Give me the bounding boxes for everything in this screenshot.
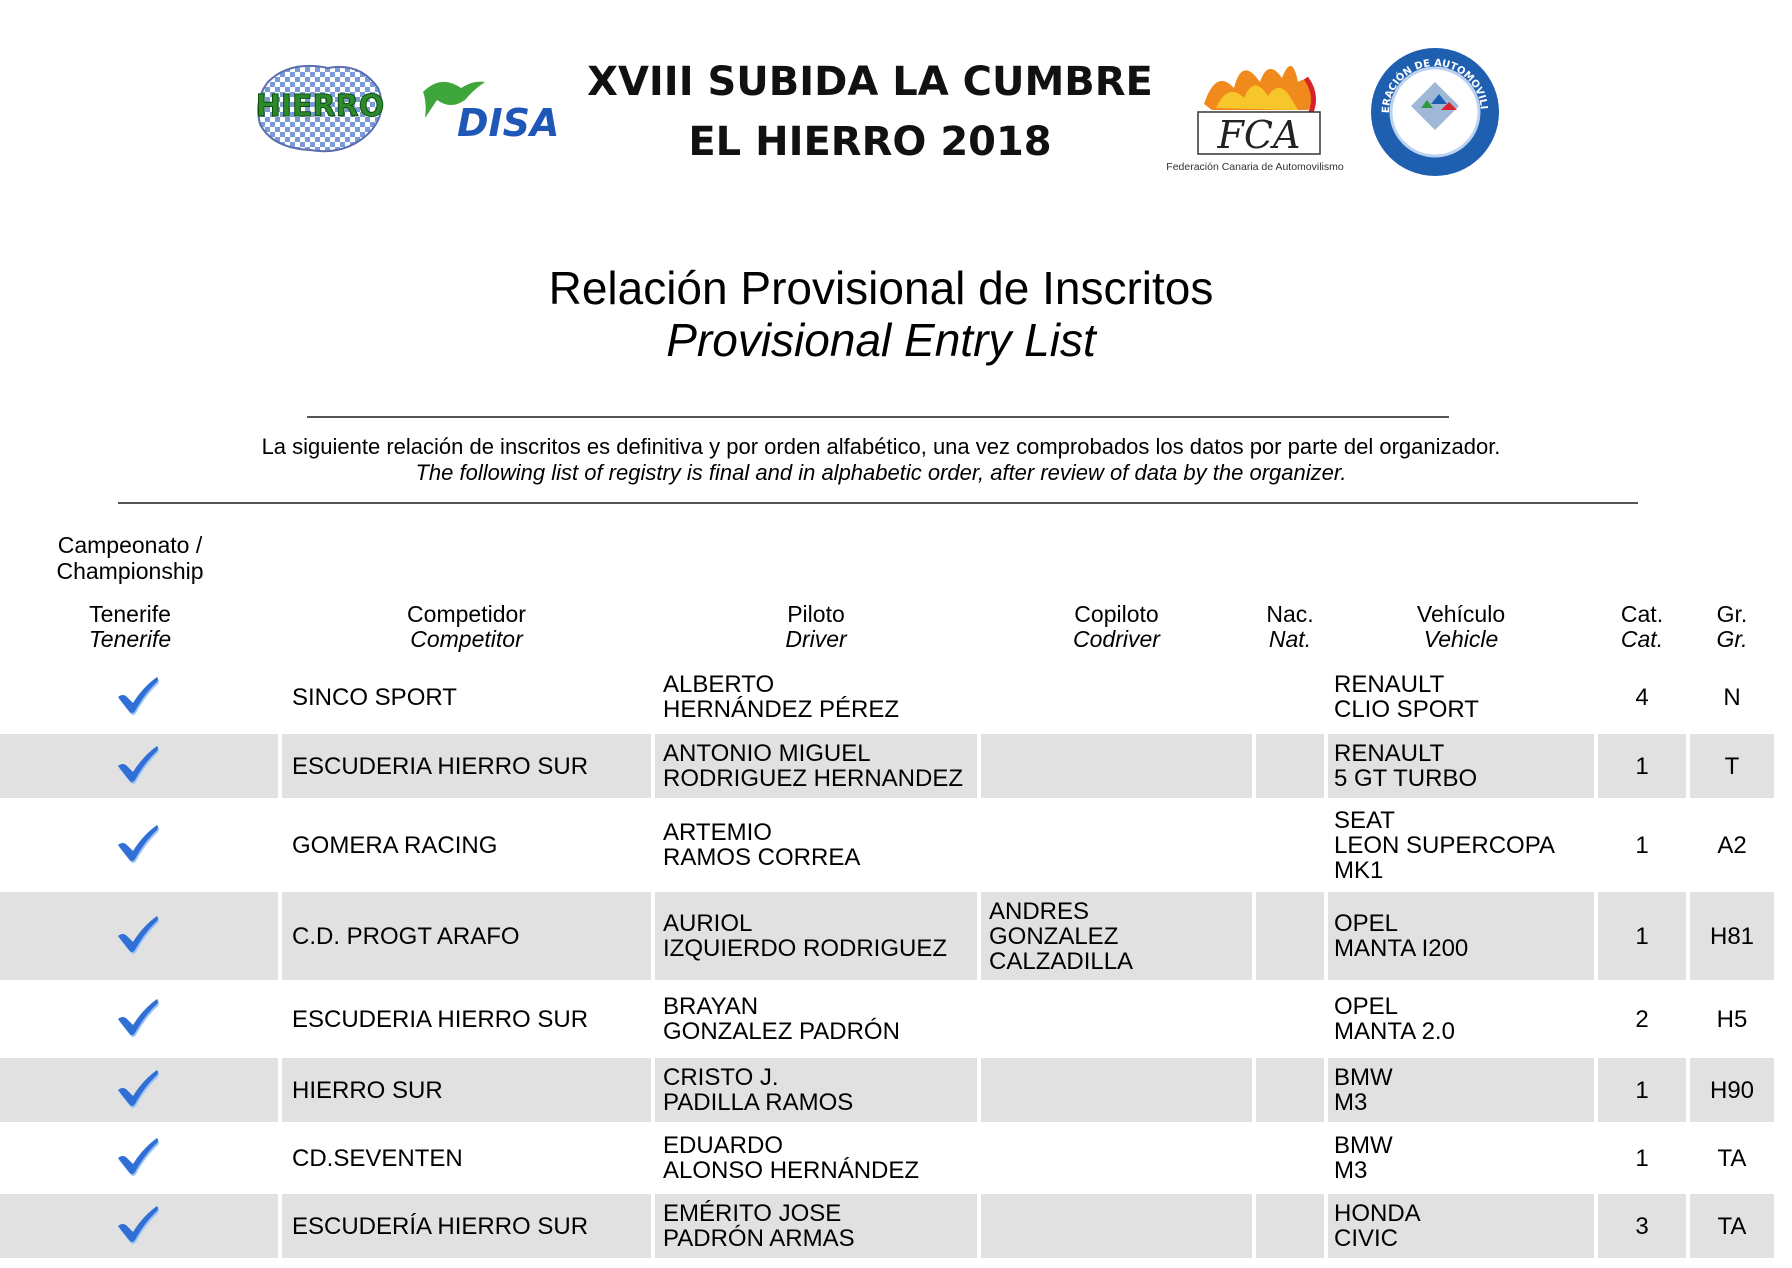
notice-en: The following list of registry is final and in alphabetic order, after review of data by the organizer. [415, 460, 1347, 485]
table-row [0, 1126, 1774, 1190]
table-row [0, 984, 1774, 1054]
competitor-cell: ESCUDERIA HIERRO SUR [292, 1005, 589, 1033]
competitor-cell: ESCUDERÍA HIERRO SUR [282, 1194, 651, 1258]
checkmark-icon [116, 1206, 162, 1246]
driver-cell: CRISTO J. PADILLA RAMOS [655, 1058, 977, 1122]
gr-cell: N [1723, 683, 1741, 711]
codriver-cell [981, 734, 1252, 798]
document-title [0, 262, 1762, 366]
col-header-driver [655, 602, 977, 652]
event-title-line-1: XVIII SUBIDA LA CUMBRE [587, 59, 1153, 105]
nat-cell [1256, 1194, 1324, 1258]
codriver-cell [981, 802, 1252, 888]
vehicle-cell: BMW M3 [1328, 1058, 1594, 1122]
svg-text:S/C DE TENERIFE: S/C DE TENERIFE [1397, 127, 1473, 155]
gr-cell: A2 [1717, 831, 1747, 859]
tenerife-cell [0, 1126, 278, 1190]
col-header-tenerife [30, 602, 230, 652]
tenerife-cell [0, 802, 278, 888]
gr-cell: T [1690, 734, 1774, 798]
svg-text:FEDERACIÓN DE AUTOMOVILISMO: ERACIÓN DE AUTOMOVILI [1380, 57, 1489, 114]
competitor-cell: SINCO SPORT [292, 683, 457, 711]
col-header-tenerife-es: Tenerife [89, 601, 171, 627]
competitor-cell: CD.SEVENTEN [292, 1144, 463, 1172]
codriver-cell [981, 1058, 1252, 1122]
competitor-cell: HIERRO SUR [282, 1058, 651, 1122]
driver-cell: ALBERTO HERNÁNDEZ PÉREZ [663, 671, 900, 723]
svg-text:FCA: FCA [1217, 113, 1301, 157]
driver-cell: ARTEMIO RAMOS CORREA [663, 819, 861, 871]
table-row [0, 664, 1774, 730]
svg-text:DISA: DISA [457, 101, 560, 145]
cat-cell: 1 [1598, 892, 1686, 980]
tenerife-cell [0, 664, 278, 730]
col-header-vehicle [1328, 602, 1594, 652]
nat-cell [1256, 984, 1324, 1054]
codriver-cell: ANDRES GONZALEZ CALZADILLA [981, 892, 1252, 980]
cat-cell: 1 [1598, 734, 1686, 798]
col-header-driver-en: Driver [785, 626, 847, 652]
fca-logo-icon [1158, 48, 1353, 178]
hierro-logo [250, 52, 390, 162]
table-row [0, 1058, 1774, 1122]
competitor-cell: GOMERA RACING [292, 831, 498, 859]
tenerife-cell [0, 1194, 278, 1258]
codriver-cell [981, 984, 1252, 1054]
table-row [0, 802, 1774, 888]
driver-cell: AURIOL IZQUIERDO RODRIGUEZ [655, 892, 977, 980]
col-header-gr-en: Gr. [1716, 626, 1748, 652]
gr-cell: TA [1717, 1144, 1747, 1172]
tenerife-cell [0, 734, 278, 798]
nat-cell [1256, 664, 1324, 730]
divider-top [307, 416, 1449, 418]
col-header-competitor-es: Competidor [407, 601, 526, 627]
nat-cell [1256, 892, 1324, 980]
vehicle-cell: OPEL MANTA I200 [1328, 892, 1594, 980]
fca-logo [1158, 48, 1353, 178]
checkmark-icon [116, 746, 162, 786]
codriver-cell [981, 664, 1252, 730]
federation-seal-icon [1367, 44, 1503, 180]
col-header-tenerife-en: Tenerife [88, 626, 172, 652]
tenerife-cell [0, 984, 278, 1054]
col-header-gr [1690, 602, 1774, 652]
driver-cell: BRAYAN GONZALEZ PADRÓN [663, 993, 900, 1045]
col-header-nat [1256, 602, 1324, 652]
col-header-codriver-en: Codriver [1073, 626, 1160, 652]
cat-cell: 1 [1635, 1144, 1649, 1172]
nat-cell [1256, 1126, 1324, 1190]
tenerife-cell [0, 892, 278, 980]
gr-cell: H81 [1690, 892, 1774, 980]
disa-logo [415, 70, 575, 145]
competitor-cell: ESCUDERIA HIERRO SUR [282, 734, 651, 798]
col-header-nat-es: Nac. [1266, 601, 1314, 627]
col-header-vehicle-en: Vehicle [1423, 626, 1499, 652]
gr-cell: H90 [1690, 1058, 1774, 1122]
cat-cell: 1 [1598, 1058, 1686, 1122]
col-header-cat [1598, 602, 1686, 652]
checkmark-icon [116, 916, 162, 956]
checkmark-icon [116, 1070, 162, 1110]
driver-cell: EDUARDO ALONSO HERNÁNDEZ [663, 1132, 920, 1184]
nat-cell [1256, 734, 1324, 798]
cat-cell: 3 [1598, 1194, 1686, 1258]
codriver-cell [981, 1126, 1252, 1190]
championship-header: Campeonato / Championship [56, 532, 204, 584]
page-header [0, 0, 1792, 190]
table-row [0, 734, 1774, 798]
col-header-vehicle-es: Vehículo [1416, 601, 1506, 627]
vehicle-cell: OPEL MANTA 2.0 [1334, 993, 1455, 1045]
driver-cell: EMÉRITO JOSE PADRÓN ARMAS [655, 1194, 977, 1258]
checkmark-icon [116, 999, 162, 1039]
cat-cell: 4 [1635, 683, 1649, 711]
entry-list [0, 664, 1792, 1262]
vehicle-cell: SEAT LEON SUPERCOPA MK1 [1334, 806, 1555, 884]
divider-bottom [118, 502, 1638, 504]
col-header-gr-es: Gr. [1716, 601, 1748, 627]
col-header-driver-es: Piloto [787, 601, 845, 627]
col-header-cat-es: Cat. [1620, 601, 1664, 627]
table-row [0, 1194, 1774, 1258]
col-header-competitor [282, 602, 651, 652]
svg-text:Federación Canaria de Automovi: Federación Canaria de Automovilismo [1166, 161, 1344, 173]
col-header-codriver-es: Copiloto [1074, 601, 1159, 627]
document-title-en: Provisional Entry List [666, 314, 1096, 366]
document-title-es: Relación Provisional de Inscritos [548, 262, 1214, 314]
svg-text:HIERRO: HIERRO [255, 89, 385, 124]
gr-cell: H5 [1716, 1005, 1748, 1033]
col-header-cat-en: Cat. [1620, 626, 1664, 652]
col-header-nat-en: Nat. [1268, 626, 1312, 652]
event-title [560, 52, 1180, 172]
disa-logo-icon [415, 70, 575, 145]
vehicle-cell: RENAULT CLIO SPORT [1334, 671, 1479, 723]
col-header-competitor-en: Competitor [410, 626, 523, 652]
nat-cell [1256, 802, 1324, 888]
vehicle-cell: RENAULT 5 GT TURBO [1328, 734, 1594, 798]
table-row [0, 892, 1774, 980]
cat-cell: 2 [1635, 1005, 1649, 1033]
event-title-line-2: EL HIERRO 2018 [688, 119, 1052, 165]
driver-cell: ANTONIO MIGUEL RODRIGUEZ HERNANDEZ [655, 734, 977, 798]
col-header-codriver [981, 602, 1252, 652]
federation-logo [1367, 44, 1503, 180]
tenerife-cell [0, 1058, 278, 1122]
checkmark-icon [116, 1138, 162, 1178]
competitor-cell: C.D. PROGT ARAFO [282, 892, 651, 980]
codriver-cell [981, 1194, 1252, 1258]
hierro-logo-icon [250, 52, 390, 162]
vehicle-cell: BMW M3 [1334, 1132, 1393, 1184]
nat-cell [1256, 1058, 1324, 1122]
vehicle-cell: HONDA CIVIC [1328, 1194, 1594, 1258]
notice-es: La siguiente relación de inscritos es definitiva y por orden alfabético, una vez comprobados los datos por parte del organizador. [261, 434, 1501, 459]
cat-cell: 1 [1635, 831, 1649, 859]
checkmark-icon [116, 825, 162, 865]
gr-cell: TA [1690, 1194, 1774, 1258]
notice-text [0, 434, 1762, 486]
checkmark-icon [116, 677, 162, 717]
